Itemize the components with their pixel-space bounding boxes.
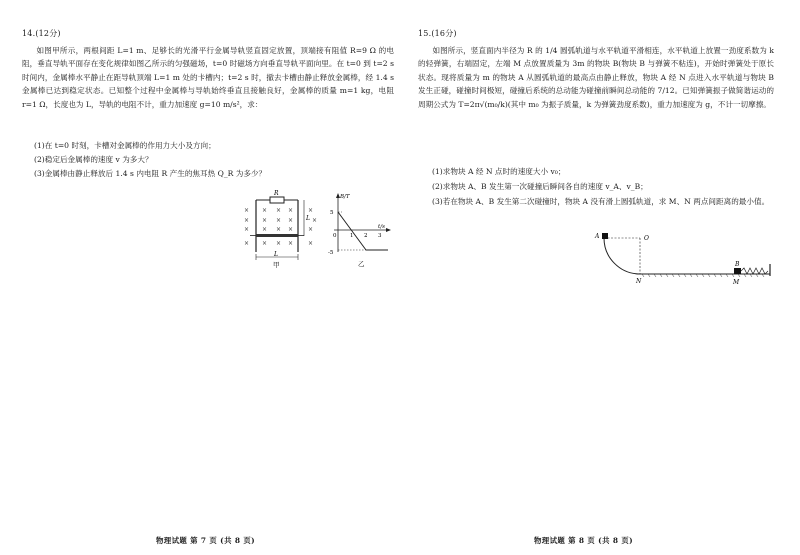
figure-yi	[328, 190, 396, 268]
xtick-1: 1	[350, 233, 354, 239]
svg-text:×: ×	[308, 226, 314, 233]
question-15-header: 15.(16分)	[418, 29, 457, 38]
question-15-body: 如图所示，竖直面内半径为 R 的 1/4 圆弧轨道与水平轨道平滑相连，水平轨道上放置一劲度系数为 k 的轻弹簧，右端固定，左端 M 点放置质量为 3m 的物块 B(物块 B 与弹簧不粘连)，开始时弹簧处于原长状态。现将质量为 m 的物块 A 从圆弧轨道的最高点由静止释放，物块 A 经 N 点进入水平轨道与物块 B 发生正碰，碰撞时间极短，碰撞后系统的总动能为碰撞前瞬间总动能的 7/12。已知弹簧振子做简谐运动的周期公式为 T=2π√(m₀/k)(其中 m₀ 为振子质量，k 为弹簧劲度系数)，重力加速度为 g，不计一切摩擦。	[418, 46, 774, 109]
svg-text:×: ×	[262, 226, 268, 233]
svg-text:×: ×	[276, 207, 282, 214]
svg-text:×: ×	[288, 217, 294, 224]
right-page	[418, 0, 776, 555]
label-B: B	[735, 261, 740, 268]
svg-text:×: ×	[308, 240, 314, 247]
label-N: N	[636, 278, 642, 285]
metal-rod	[256, 234, 298, 237]
label-M: M	[733, 279, 740, 286]
xtick-3: 3	[378, 233, 382, 239]
question-14-header: 14.(12分)	[22, 29, 61, 38]
ytick-neg5: -5	[328, 250, 334, 256]
question-14-sub-3: (3)金属棒由静止释放后 1.4 s 内电阻 R 产生的焦耳热 Q_R 为多少？	[34, 169, 267, 178]
svg-text:×: ×	[244, 207, 250, 214]
svg-text:×: ×	[262, 240, 268, 247]
label-L-side: L	[306, 215, 310, 222]
svg-text:×: ×	[312, 217, 318, 224]
label-A: A	[595, 233, 600, 240]
svg-text:×: ×	[262, 207, 268, 214]
svg-text:×: ×	[288, 226, 294, 233]
svg-text:×: ×	[288, 207, 294, 214]
field-crosses	[244, 207, 317, 247]
question-14-sub-1: (1)在 t=0 时刻，卡槽对金属棒的作用力大小及方向；	[34, 141, 216, 150]
svg-text:×: ×	[288, 240, 294, 247]
xlabel-ts: t/s	[378, 224, 385, 230]
left-page	[22, 0, 397, 555]
svg-text:×: ×	[308, 207, 314, 214]
caption-jia: 甲	[273, 261, 280, 268]
label-L-bottom: L	[274, 251, 278, 258]
figure-track	[588, 230, 778, 290]
ytick-5: 5	[330, 210, 334, 216]
question-15-sub-2: (2)求物块 A、B 发生第一次碰撞后瞬间各自的速度 v_A、v_B；	[432, 182, 648, 191]
block-B	[734, 268, 741, 274]
xtick-2: 2	[364, 233, 368, 239]
svg-text:×: ×	[276, 217, 282, 224]
question-14-sub-2: (2)稳定后金属棒的速度 v 为多大？	[34, 155, 153, 164]
figure-jia	[238, 190, 328, 268]
caption-yi: 乙	[358, 260, 365, 268]
question-15-sub-3: (3)若在物块 A、B 发生第二次碰撞时，物块 A 没有滑上圆弧轨道，求 M、N 两点间距离的最小值。	[432, 197, 770, 206]
svg-text:×: ×	[244, 240, 250, 247]
graph-descending-line	[338, 212, 366, 250]
footer-page-8: 物理试题 第 8 页 (共 8 页)	[534, 536, 634, 545]
svg-text:×: ×	[276, 226, 282, 233]
label-O: O	[644, 235, 649, 242]
footer-page-7: 物理试题 第 7 页 (共 8 页)	[156, 536, 256, 545]
quarter-arc	[604, 238, 640, 274]
question-15-sub-1: (1)求物块 A 经 N 点时的速度大小 v₀；	[432, 167, 566, 176]
xtick-0: 0	[333, 233, 337, 239]
label-R: R	[274, 190, 279, 197]
ylabel-BT: B/T	[340, 194, 350, 200]
svg-text:×: ×	[244, 226, 250, 233]
resistor-shape	[270, 197, 284, 203]
block-A	[602, 233, 608, 239]
question-14-body: 如图甲所示，两根间距 L=1 m、足够长的光滑平行金属导轨竖直固定放置，顶端接有阻值 R=9 Ω 的电阻，垂直导轨平面存在变化规律如图乙所示的匀强磁场，t=0 时磁场方向垂直导轨平面向里。在 t=0 到 t=2 s 时间内，金属棒水平静止在距导轨顶端 L=1 m 处的卡槽内；t=2 s 时，撤去卡槽由静止释放金属棒，经 1.4 s 金属棒已达到稳定状态。已知整个过程中金属棒与导轨始终垂直且接触良好，金属棒的质量 m=1 kg，电阻 r=1 Ω，长度也为 L，导轨的电阻不计，重力加速度 g=10 m/s²，求：	[22, 46, 394, 109]
svg-text:×: ×	[262, 217, 268, 224]
svg-text:×: ×	[276, 240, 282, 247]
svg-text:×: ×	[244, 217, 250, 224]
spring	[741, 268, 768, 274]
